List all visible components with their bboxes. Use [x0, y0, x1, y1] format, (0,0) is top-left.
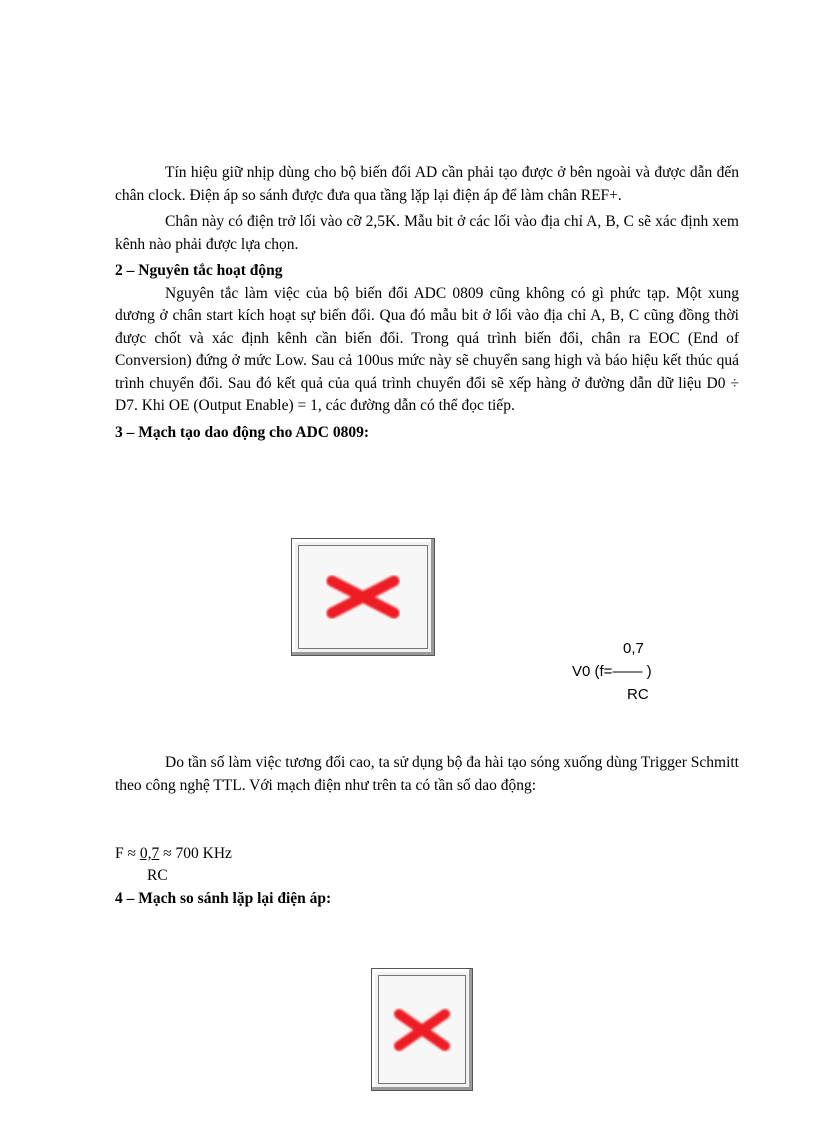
paragraph-input-resistance: Chân này có điện trở lối vào cỡ 2,5K. Mẫu bit ở các lối vào địa chỉ A, B, C sẽ xác định xem kênh nào phải được lựa chọn.: [115, 213, 739, 253]
broken-image-comparator: [371, 968, 473, 1091]
frequency-denominator: RC: [147, 867, 168, 884]
section-3-body-block: [115, 752, 739, 801]
broken-image-oscillator: [291, 538, 435, 656]
section-2-body: Nguyên tắc làm việc của bộ biến đổi ADC 0809 cũng không có gì phức tạp. Một xung dương ở chân start kích hoạt sự biến đổi. Qua đó mẫu bit ở lối vào địa chỉ A, B, C cũng đồng thời được chốt và xác định kênh cần biến đổi. Trong quá trình biến đổi, chân ra EOC (End of Conversion) đứng ở mức Low. Sau cả 100us mức này sẽ chuyển sang high và báo hiệu kết thúc quá trình chuyển đổi. Sau đó kết quả của quá trình chuyển đổi sẽ xếp hàng ở đường dẫn dữ liệu D0 ÷ D7. Khi OE (Output Enable) = 1, các đường dẫn có thể đọc tiếp.: [115, 284, 739, 414]
section-3-heading: 3 – Mạch tạo dao động cho ADC 0809:: [115, 423, 370, 441]
formula-numerator: 0,7: [623, 640, 644, 657]
frequency-line: F ≈ 0,7 ≈ 700 KHz: [115, 845, 232, 862]
paragraph-clock: Tín hiệu giữ nhịp dùng cho bộ biến đổi AD cần phải tạo được ở bên ngoài và được dẫn đến chân clock. Điện áp so sánh được đưa qua tầng lặp lại điện áp để làm chân REF+.: [115, 164, 739, 204]
frequency-formula: [115, 843, 232, 887]
frequency-numerator: 0,7: [139, 845, 160, 862]
section-4-heading: 4 – Mạch so sánh lặp lại điện áp:: [115, 890, 332, 907]
section-2-heading: 2 – Nguyên tắc hoạt động: [115, 262, 283, 279]
section-3-body: Do tần số làm việc tương đối cao, ta sử dụng bộ đa hài tạo sóng xuống dùng Trigger Schmitt theo công nghệ TTL. Với mạch điện như trên ta có tần số dao động:: [115, 754, 739, 794]
formula-denominator: RC: [627, 686, 649, 703]
formula-line: V0 (f=—— ): [572, 663, 652, 680]
broken-image-icon: [326, 575, 400, 619]
body-text-block: [115, 162, 739, 444]
broken-image-icon: [393, 1008, 451, 1052]
section-4-block: [115, 888, 739, 911]
